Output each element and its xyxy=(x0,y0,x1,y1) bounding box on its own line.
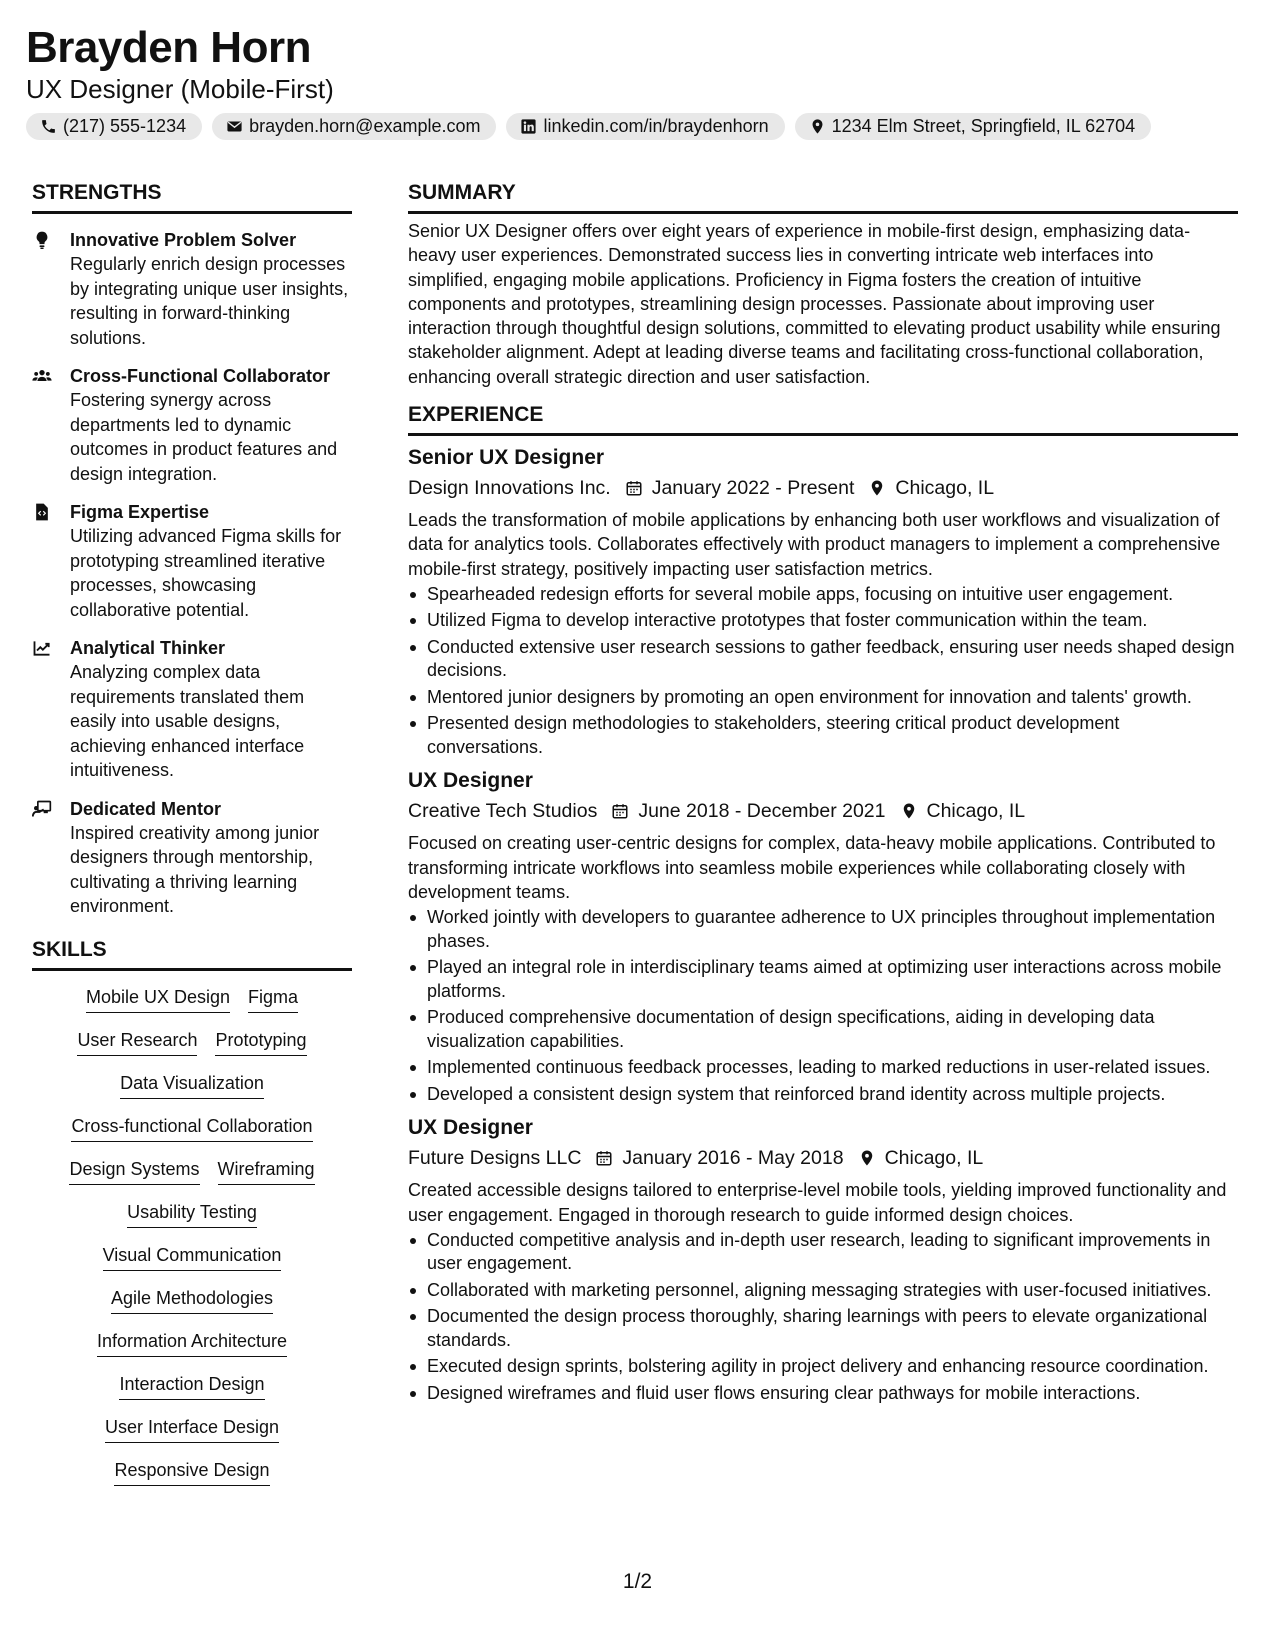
skill-tag: Design Systems xyxy=(69,1157,199,1185)
skill-tag: Visual Communication xyxy=(103,1243,282,1271)
contact-address xyxy=(795,113,1152,140)
strength-title: Cross-Functional Collaborator xyxy=(70,366,331,386)
list-item: Designed wireframes and fluid user flows ensuring clear pathways for mobile interactions. xyxy=(408,1382,1238,1406)
job-description: Created accessible designs tailored to enterprise-level mobile tools, yielding improved functionality and user engagement. Engaged in thorough research to guide informed design choices. xyxy=(408,1180,1227,1225)
list-item: Spearheaded redesign efforts for several mobile apps, focusing on intuitive user engagement. xyxy=(408,583,1238,607)
contact-phone-text: (217) 555-1234 xyxy=(63,116,187,136)
company-name: Creative Tech Studios xyxy=(408,800,598,823)
skill-tag: Mobile UX Design xyxy=(86,985,230,1013)
skill-tag: Figma xyxy=(248,985,298,1013)
job-bullets xyxy=(408,583,1238,760)
users-icon xyxy=(32,364,58,486)
strength-title: Dedicated Mentor xyxy=(70,798,222,819)
contact-linkedin-text: linkedin.com/in/braydenhorn xyxy=(543,116,769,136)
list-item: Collaborated with marketing personnel, aligning messaging strategies with user-focused initiatives. xyxy=(408,1279,1238,1303)
skill-tag: Wireframing xyxy=(218,1157,315,1185)
list-item: Executed design sprints, bolstering agility in project delivery and enhancing resource coordination. xyxy=(408,1355,1238,1379)
strength-title: Figma Expertise xyxy=(70,502,210,522)
strength-item xyxy=(32,228,352,350)
job-title: UX Designer xyxy=(408,1116,533,1140)
experience-heading: EXPERIENCE xyxy=(408,402,1238,436)
contact-email[interactable] xyxy=(212,113,496,140)
list-item: Utilized Figma to develop interactive prototypes that foster communication within the team. xyxy=(408,609,1238,633)
strength-desc: Inspired creativity among junior designers through mentorship, cultivating a thriving learning environment. xyxy=(70,822,320,916)
map-pin-icon xyxy=(858,1149,876,1167)
skill-tag: Responsive Design xyxy=(114,1458,269,1486)
skill-tag: Data Visualization xyxy=(120,1071,264,1099)
list-item: Documented the design process thoroughly, sharing learnings with peers to elevate organizational standards. xyxy=(408,1305,1238,1352)
job-description: Leads the transformation of mobile applications by enhancing both user workflows and visualization of data for analytics tools. Collaborates effectively with product managers to implement a comprehensive mobile-first strategy, positively impacting user satisfaction metrics. xyxy=(408,510,1221,579)
page-number: 1/2 xyxy=(622,1570,653,1593)
map-pin-icon xyxy=(868,479,886,497)
summary-text: Senior UX Designer offers over eight years of experience in mobile-first design, emphasizing data-heavy user experiences. Demonstrated success lies in converting intricate web interfaces into simplified, engaging mobile applications. Proficiency in Figma fosters the creation of intuitive components and prototypes, streamlining design processes. Passionate about improving user interaction through thoughtful design solutions, committed to elevating product usability while ensuring stakeholder alignment. Adept at leading diverse teams and facilitating cross-functional collaboration, enhancing overall strategic direction and user satisfaction. xyxy=(408,221,1221,387)
strength-desc: Regularly enrich design processes by integrating unique user insights, resulting in forward-thinking solutions. xyxy=(70,254,349,348)
strength-desc: Utilizing advanced Figma skills for prototyping streamlined iterative processes, showcasing collaborative potential. xyxy=(70,526,342,620)
calendar-icon xyxy=(611,802,629,820)
map-pin-icon xyxy=(809,118,826,135)
skill-tag: Usability Testing xyxy=(127,1200,257,1228)
job-location: Chicago, IL xyxy=(895,477,995,500)
contact-address-text: 1234 Elm Street, Springfield, IL 62704 xyxy=(831,116,1136,136)
company-name: Design Innovations Inc. xyxy=(408,477,611,500)
job-bullets xyxy=(408,1229,1238,1406)
skill-tag: Interaction Design xyxy=(119,1372,264,1400)
candidate-title: UX Designer (Mobile-First) xyxy=(26,74,334,104)
skills-heading: SKILLS xyxy=(32,937,352,971)
candidate-name: Brayden Horn xyxy=(26,23,311,72)
list-item: Implemented continuous feedback processes, leading to marked reductions in user-related issues. xyxy=(408,1056,1238,1080)
job-location: Chicago, IL xyxy=(884,1147,984,1170)
job-title: Senior UX Designer xyxy=(408,446,605,470)
contact-linkedin[interactable] xyxy=(506,113,784,140)
list-item: Conducted extensive user research sessions to gather feedback, ensuring user needs shaped design decisions. xyxy=(408,636,1238,683)
chart-line-icon xyxy=(32,636,58,783)
strength-item xyxy=(32,500,352,622)
left-column xyxy=(32,180,352,1486)
skill-tag: Prototyping xyxy=(215,1028,306,1056)
contact-bar xyxy=(26,113,1151,140)
teacher-icon xyxy=(32,797,58,919)
strength-title: Innovative Problem Solver xyxy=(70,230,297,250)
skills-list xyxy=(32,971,352,1486)
company-name: Future Designs LLC xyxy=(408,1147,582,1170)
job-title: UX Designer xyxy=(408,769,533,793)
job-entry xyxy=(408,1114,1238,1405)
envelope-icon xyxy=(226,118,243,135)
job-description: Focused on creating user-centric designs for complex, data-heavy mobile applications. Contributed to transforming intricate workflows into seamless mobile experiences while collaborating closely with development teams. xyxy=(408,833,1216,903)
list-item: Worked jointly with developers to guarantee adherence to UX principles throughout implementation phases. xyxy=(408,906,1238,953)
job-dates: June 2018 - December 2021 xyxy=(638,800,886,823)
job-entry xyxy=(408,767,1238,1106)
right-column xyxy=(408,180,1238,1408)
job-entry xyxy=(408,444,1238,759)
job-meta xyxy=(408,1143,1238,1173)
skill-tag: Agile Methodologies xyxy=(111,1286,273,1314)
strengths-heading: STRENGTHS xyxy=(32,180,352,214)
job-dates: January 2016 - May 2018 xyxy=(622,1147,844,1170)
strength-title: Analytical Thinker xyxy=(70,638,226,658)
list-item: Developed a consistent design system that reinforced brand identity across multiple projects. xyxy=(408,1083,1238,1107)
skill-tag: User Interface Design xyxy=(105,1415,279,1443)
list-item: Presented design methodologies to stakeholders, steering critical product development conversations. xyxy=(408,712,1238,759)
calendar-icon xyxy=(625,479,643,497)
list-item: Produced comprehensive documentation of design specifications, aiding in developing data visualization capabilities. xyxy=(408,1006,1238,1053)
strength-desc: Analyzing complex data requirements translated them easily into usable designs, achieving enhanced interface intuitiveness. xyxy=(70,662,305,780)
skill-tag: Information Architecture xyxy=(97,1329,287,1357)
list-item: Conducted competitive analysis and in-depth user research, leading to significant improvements in user engagement. xyxy=(408,1229,1238,1276)
map-pin-icon xyxy=(900,802,918,820)
skill-tag: Cross-functional Collaboration xyxy=(71,1114,312,1142)
job-bullets xyxy=(408,906,1238,1106)
phone-icon xyxy=(40,118,57,135)
job-location: Chicago, IL xyxy=(926,800,1026,823)
linkedin-icon xyxy=(520,118,537,135)
job-meta xyxy=(408,796,1238,826)
strength-item xyxy=(32,636,352,783)
calendar-icon xyxy=(595,1149,613,1167)
contact-phone[interactable] xyxy=(26,113,202,140)
list-item: Mentored junior designers by promoting an open environment for innovation and talents' growth. xyxy=(408,686,1238,710)
summary-heading: SUMMARY xyxy=(408,180,1238,214)
skill-tag: User Research xyxy=(77,1028,197,1056)
list-item: Played an integral role in interdisciplinary teams aimed at optimizing user interactions across mobile platforms. xyxy=(408,956,1238,1003)
code-file-icon xyxy=(32,500,58,622)
strength-item xyxy=(32,797,352,919)
job-dates: January 2022 - Present xyxy=(651,477,855,500)
lightbulb-icon xyxy=(32,228,58,350)
strength-item xyxy=(32,364,352,486)
strength-desc: Fostering synergy across departments led to dynamic outcomes in product features and design integration. xyxy=(70,390,338,484)
job-meta xyxy=(408,473,1238,503)
contact-email-text: brayden.horn@example.com xyxy=(249,116,481,136)
